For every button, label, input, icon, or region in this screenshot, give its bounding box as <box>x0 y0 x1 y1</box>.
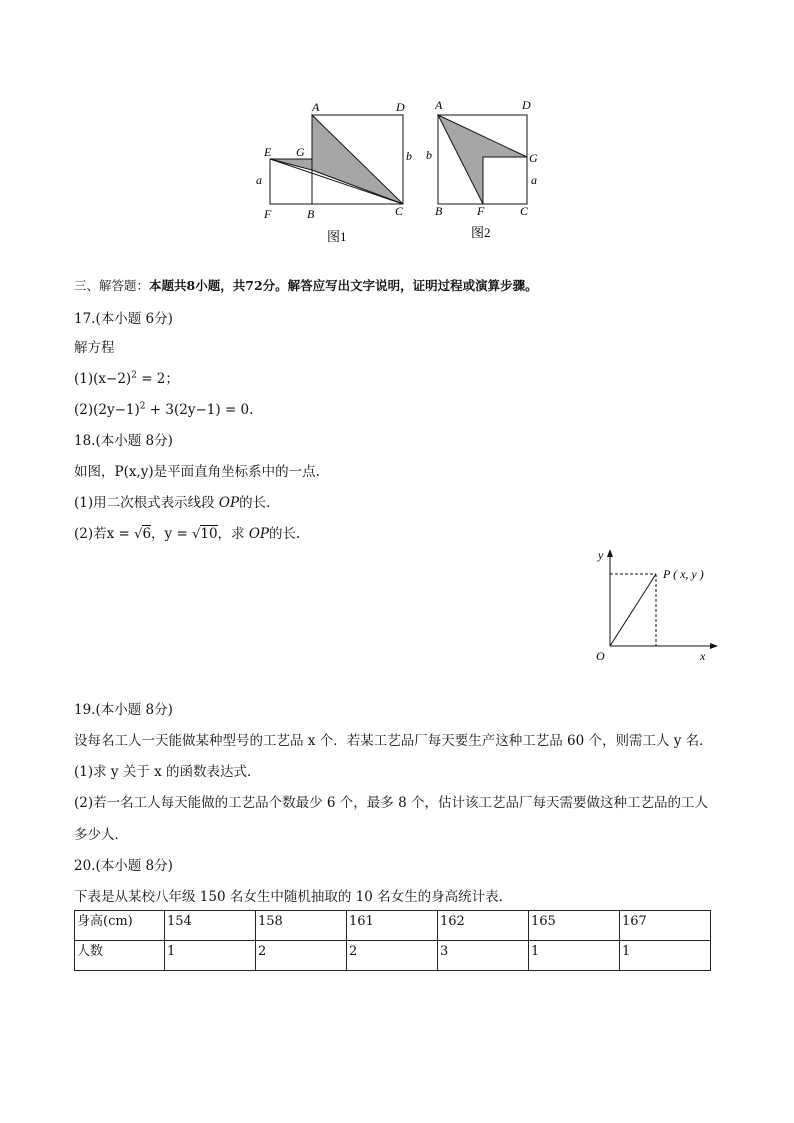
q18-intro: 如图，P(x,y)是平面直角坐标系中的一点. <box>74 464 320 480</box>
table-cell: 158 <box>256 911 347 941</box>
fig2-label-D: D <box>522 98 531 112</box>
fig2-caption: 图2 <box>471 225 491 240</box>
q17-header: 17.(本小题 6分) <box>74 311 173 327</box>
table-cell: 2 <box>347 941 438 971</box>
fig1-label-G: G <box>296 145 305 159</box>
q19-line-3: (2)若一名工人每天能做的工艺品个数最少 6 个，最多 8 个，估计该工艺品厂每天需要做这种工艺品的工人 <box>74 795 708 811</box>
x-axis-arrow <box>710 643 718 649</box>
q20-header: 20.(本小题 8分) <box>74 858 173 874</box>
origin-label: O <box>596 649 605 663</box>
q18-part-1: (1)用二次根式表示线段 OP的长. <box>74 495 271 511</box>
table-cell: 1 <box>620 941 711 971</box>
table-cell: 167 <box>620 911 711 941</box>
table-cell: 身高(cm) <box>75 911 165 941</box>
q18-header: 18.(本小题 8分) <box>74 433 173 449</box>
q20-intro: 下表是从某校八年级 150 名女生中随机抽取的 10 名女生的身高统计表. <box>74 889 503 905</box>
fig1-label-b: b <box>406 149 412 163</box>
q19-line-2: (1)求 y 关于 x 的函数表达式． <box>74 764 261 780</box>
fig1-label-a: a <box>256 173 262 187</box>
sqrt-10: √10 <box>192 526 218 542</box>
fig2-label-F: F <box>477 204 485 218</box>
table-cell: 人数 <box>75 941 165 971</box>
fig1-label-E: E <box>264 145 272 159</box>
q17-intro: 解方程 <box>74 340 115 356</box>
fig1-label-C: C <box>395 204 404 218</box>
height-stats-table <box>74 910 711 971</box>
table-cell: 162 <box>438 911 529 941</box>
fig1-shaded-triangle-main <box>312 115 403 204</box>
y-axis-arrow <box>607 549 613 557</box>
fig1-caption: 图1 <box>327 229 347 244</box>
fig2-label-C: C <box>520 204 529 218</box>
q19-header: 19.(本小题 8分) <box>74 702 173 718</box>
table-cell: 161 <box>347 911 438 941</box>
q19-line-1: 设每名工人一天能做某种型号的工艺品 x 个．若某工艺品厂每天要生产这种工艺品 60 个，则需工人 y 名． <box>74 733 713 749</box>
fig2-label-B: B <box>435 204 443 218</box>
table-row <box>75 941 711 971</box>
table-cell: 154 <box>165 911 256 941</box>
section-3-heading: 三、解答题：本题共8小题，共72分。解答应写出文字说明，证明过程或演算步骤。 <box>74 278 538 293</box>
fig1-label-F: F <box>264 207 272 221</box>
table-cell: 2 <box>256 941 347 971</box>
q17-equation-2: $(2)(2y-1)^2 + 3(2y-1) = 0$. <box>74 401 254 418</box>
q18-part-2: (2)若x = √6，y = √10，求 OP的长. <box>74 526 301 542</box>
point-p-label: P ( x, y ) <box>663 567 704 581</box>
figure-1 <box>250 95 425 250</box>
table-cell: 1 <box>529 941 620 971</box>
fig1-label-B: B <box>307 207 315 221</box>
table-cell: 165 <box>529 911 620 941</box>
fig2-label-b: b <box>426 148 432 162</box>
table-cell: 3 <box>438 941 529 971</box>
q19-line-4: 多少人． <box>74 827 128 843</box>
sqrt-6: √6 <box>134 526 152 542</box>
fig2-label-A: A <box>435 98 443 112</box>
x-axis-label: x <box>700 649 706 663</box>
fig2-label-G: G <box>529 151 538 165</box>
fig1-label-D: D <box>396 100 405 114</box>
fig2-shaded-arrow <box>438 115 527 204</box>
table-cell: 1 <box>165 941 256 971</box>
fig1-label-A: A <box>312 100 320 114</box>
q17-equation-1: $(1)(x-2)^2 = 2$； <box>74 370 179 387</box>
figure-2 <box>420 95 550 250</box>
y-axis-label: y <box>598 548 604 562</box>
table-row <box>75 911 711 941</box>
fig2-label-a: a <box>531 173 537 187</box>
q18-coordinate-graph <box>590 545 730 670</box>
op-segment <box>610 574 656 646</box>
